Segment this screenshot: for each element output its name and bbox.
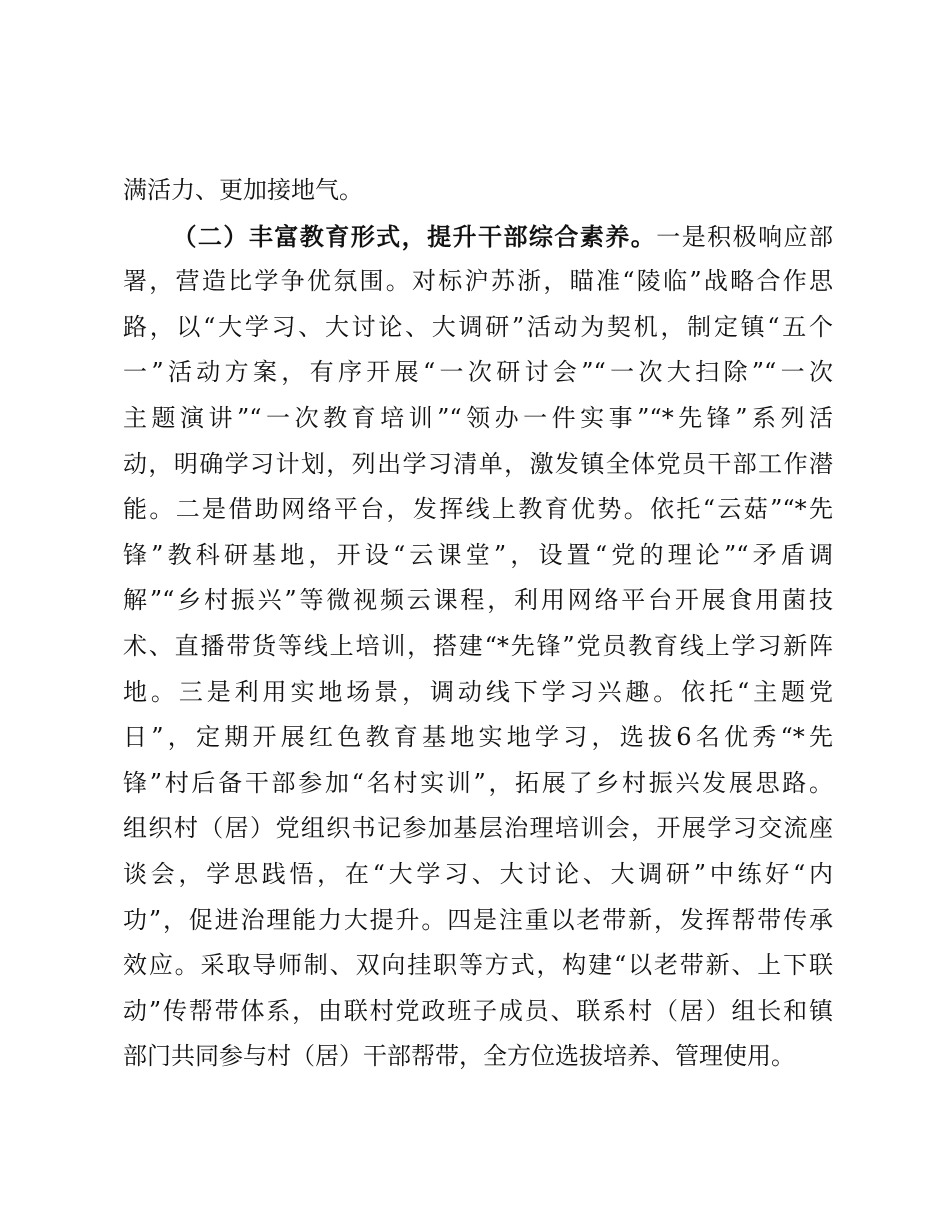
section-heading: （二）丰富教育形式，提升干部综合素养。 — [171, 221, 657, 251]
text-line-13: 日”，定期开展红色教育基地实地学习，选拔6名优秀“*先 — [123, 723, 833, 752]
text-line-6: 主题演讲”“一次教育培训”“领办一件实事”“*先锋”系列活 — [123, 403, 833, 432]
text-line-11: 术、直播带货等线上培训，搭建“*先锋”党员教育线上学习新阵 — [123, 631, 833, 660]
text-line-8: 能。二是借助网络平台，发挥线上教育优势。依托“云菇”“*先 — [123, 495, 833, 524]
text-line-19: 动”传帮带体系，由联村党政班子成员、联系村（居）组长和镇 — [123, 996, 833, 1025]
text-line-15: 组织村（居）党组织书记参加基层治理培训会，开展学习交流座 — [123, 814, 833, 843]
text-line-5: 一”活动方案，有序开展“一次研讨会”“一次大扫除”“一次 — [123, 358, 833, 387]
text-line-9: 锋”教科研基地，开设“云课堂”，设置“党的理论”“矛盾调 — [123, 540, 833, 569]
text-line-1: 满活力、更加接地气。 — [123, 176, 363, 204]
text-line-16: 谈会，学思践悟，在“大学习、大讨论、大调研”中练好“内 — [123, 859, 833, 888]
text-line-17: 功”，促进治理能力大提升。四是注重以老带新，发挥帮带传承 — [123, 905, 833, 934]
text-line-12: 地。三是利用实地场景，调动线下学习兴趣。依托“主题党 — [123, 677, 833, 706]
section-heading-line — [123, 214, 833, 260]
heading-line-rest: 一是积极响应部 — [656, 222, 834, 251]
text-line-4: 路，以“大学习、大讨论、大调研”活动为契机，制定镇“五个 — [123, 312, 833, 341]
text-line-14: 锋”村后备干部参加“名村实训”，拓展了乡村振兴发展思路。 — [123, 768, 833, 797]
text-line-10: 解”“乡村振兴”等微视频云课程，利用网络平台开展食用菌技 — [123, 586, 833, 615]
text-line-18: 效应。采取导师制、双向挂职等方式，构建“以老带新、上下联 — [123, 951, 833, 980]
text-line-20: 部门共同参与村（居）干部帮带，全方位选拔培养、管理使用。 — [123, 1042, 795, 1071]
text-line-3: 署，营造比学争优氛围。对标沪苏浙，瞄准“陵临”战略合作思 — [123, 267, 833, 296]
body-text — [123, 168, 833, 1080]
text-line-7: 动，明确学习计划，列出学习清单，激发镇全体党员干部工作潜 — [123, 449, 833, 478]
